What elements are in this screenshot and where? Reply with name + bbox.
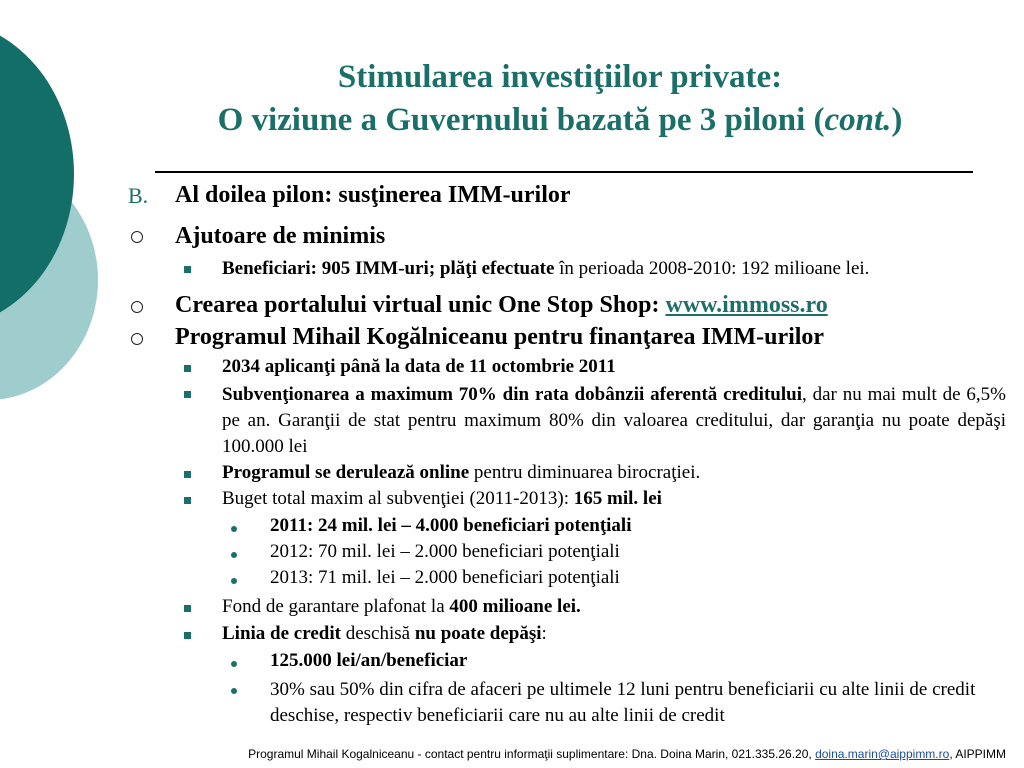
dot-bullet-icon xyxy=(231,688,237,694)
online-item: Programul se derulează online pentru diminuarea birocraţiei. xyxy=(222,462,701,483)
portal-heading: Crearea portalului virtual unic One Stop Shop: www.immoss.ro xyxy=(175,292,828,318)
minimis-item: Beneficiari: 905 IMM-uri; plăţi efectuate în perioada 2008-2010: 192 milioane lei. xyxy=(222,258,870,279)
title-underline xyxy=(155,171,973,173)
footer-email-link[interactable]: doina.marin@aippimm.ro xyxy=(815,747,950,761)
square-bullet-icon xyxy=(184,605,191,612)
budget-2012: 2012: 70 mil. lei – 2.000 beneficiari potenţiali xyxy=(270,541,620,562)
title-line-1: Stimularea investiţiilor private: xyxy=(337,59,783,95)
program-heading: Programul Mihail Kogălniceanu pentru finanţarea IMM-urilor xyxy=(175,324,825,350)
section-b-heading: Al doilea pilon: susţinerea IMM-urilor xyxy=(175,182,571,208)
credit-sub-2: 30% sau 50% din cifra de afaceri pe ultimele 12 luni pentru beneficiarii cu alte linii de credit deschise, respectiv beneficiarii care nu au alte linii de credit xyxy=(270,679,976,726)
square-bullet-icon xyxy=(184,365,191,372)
dot-bullet-icon xyxy=(231,526,237,532)
applicants-item: 2034 aplicanţi până la data de 11 octombrie 2011 xyxy=(222,356,616,377)
ring-bullet-icon xyxy=(131,231,143,243)
square-bullet-icon xyxy=(184,266,191,273)
decorative-circles xyxy=(0,0,140,768)
slide-title xyxy=(150,56,970,142)
section-letter: B. xyxy=(128,183,149,208)
square-bullet-icon xyxy=(184,497,191,504)
ring-bullet-icon xyxy=(131,301,143,313)
footer-contact: Programul Mihail Kogalniceanu - contact pentru informaţii suplimentare: Dna. Doina Marin, 021.335.26.20, doina.marin@aippimm.ro, AIPPIMM xyxy=(248,747,1006,761)
title-line-2: O viziune a Guvernului bazată pe 3 piloni (cont.) xyxy=(217,102,903,138)
dot-bullet-icon xyxy=(231,578,237,584)
subsidy-item: Subvenţionarea a maximum 70% din rata dobânzii aferentă creditului, dar nu mai mult de 6,5% pe an. Garanţii de stat pentru maximum 80% din valoarea creditului, dar garanţia nu poate depăşi 100.000 lei xyxy=(222,384,1006,457)
credit-item: Linia de credit deschisă nu poate depăşi: xyxy=(222,623,547,644)
ring-bullet-icon xyxy=(131,333,143,345)
budget-item: Buget total maxim al subvenţiei (2011-2013): 165 mil. lei xyxy=(222,488,662,509)
budget-2013: 2013: 71 mil. lei – 2.000 beneficiari potenţiali xyxy=(270,567,620,588)
square-bullet-icon xyxy=(184,632,191,639)
credit-sub-1: 125.000 lei/an/beneficiar xyxy=(270,650,468,671)
minimis-heading: Ajutoare de minimis xyxy=(175,223,386,249)
budget-2011: 2011: 24 mil. lei – 4.000 beneficiari potenţiali xyxy=(270,515,632,536)
square-bullet-icon xyxy=(184,391,191,398)
fund-item: Fond de garantare plafonat la 400 milioane lei. xyxy=(222,596,581,617)
portal-link[interactable]: www.immoss.ro xyxy=(665,292,828,318)
square-bullet-icon xyxy=(184,471,191,478)
dot-bullet-icon xyxy=(231,661,237,667)
dot-bullet-icon xyxy=(231,552,237,558)
